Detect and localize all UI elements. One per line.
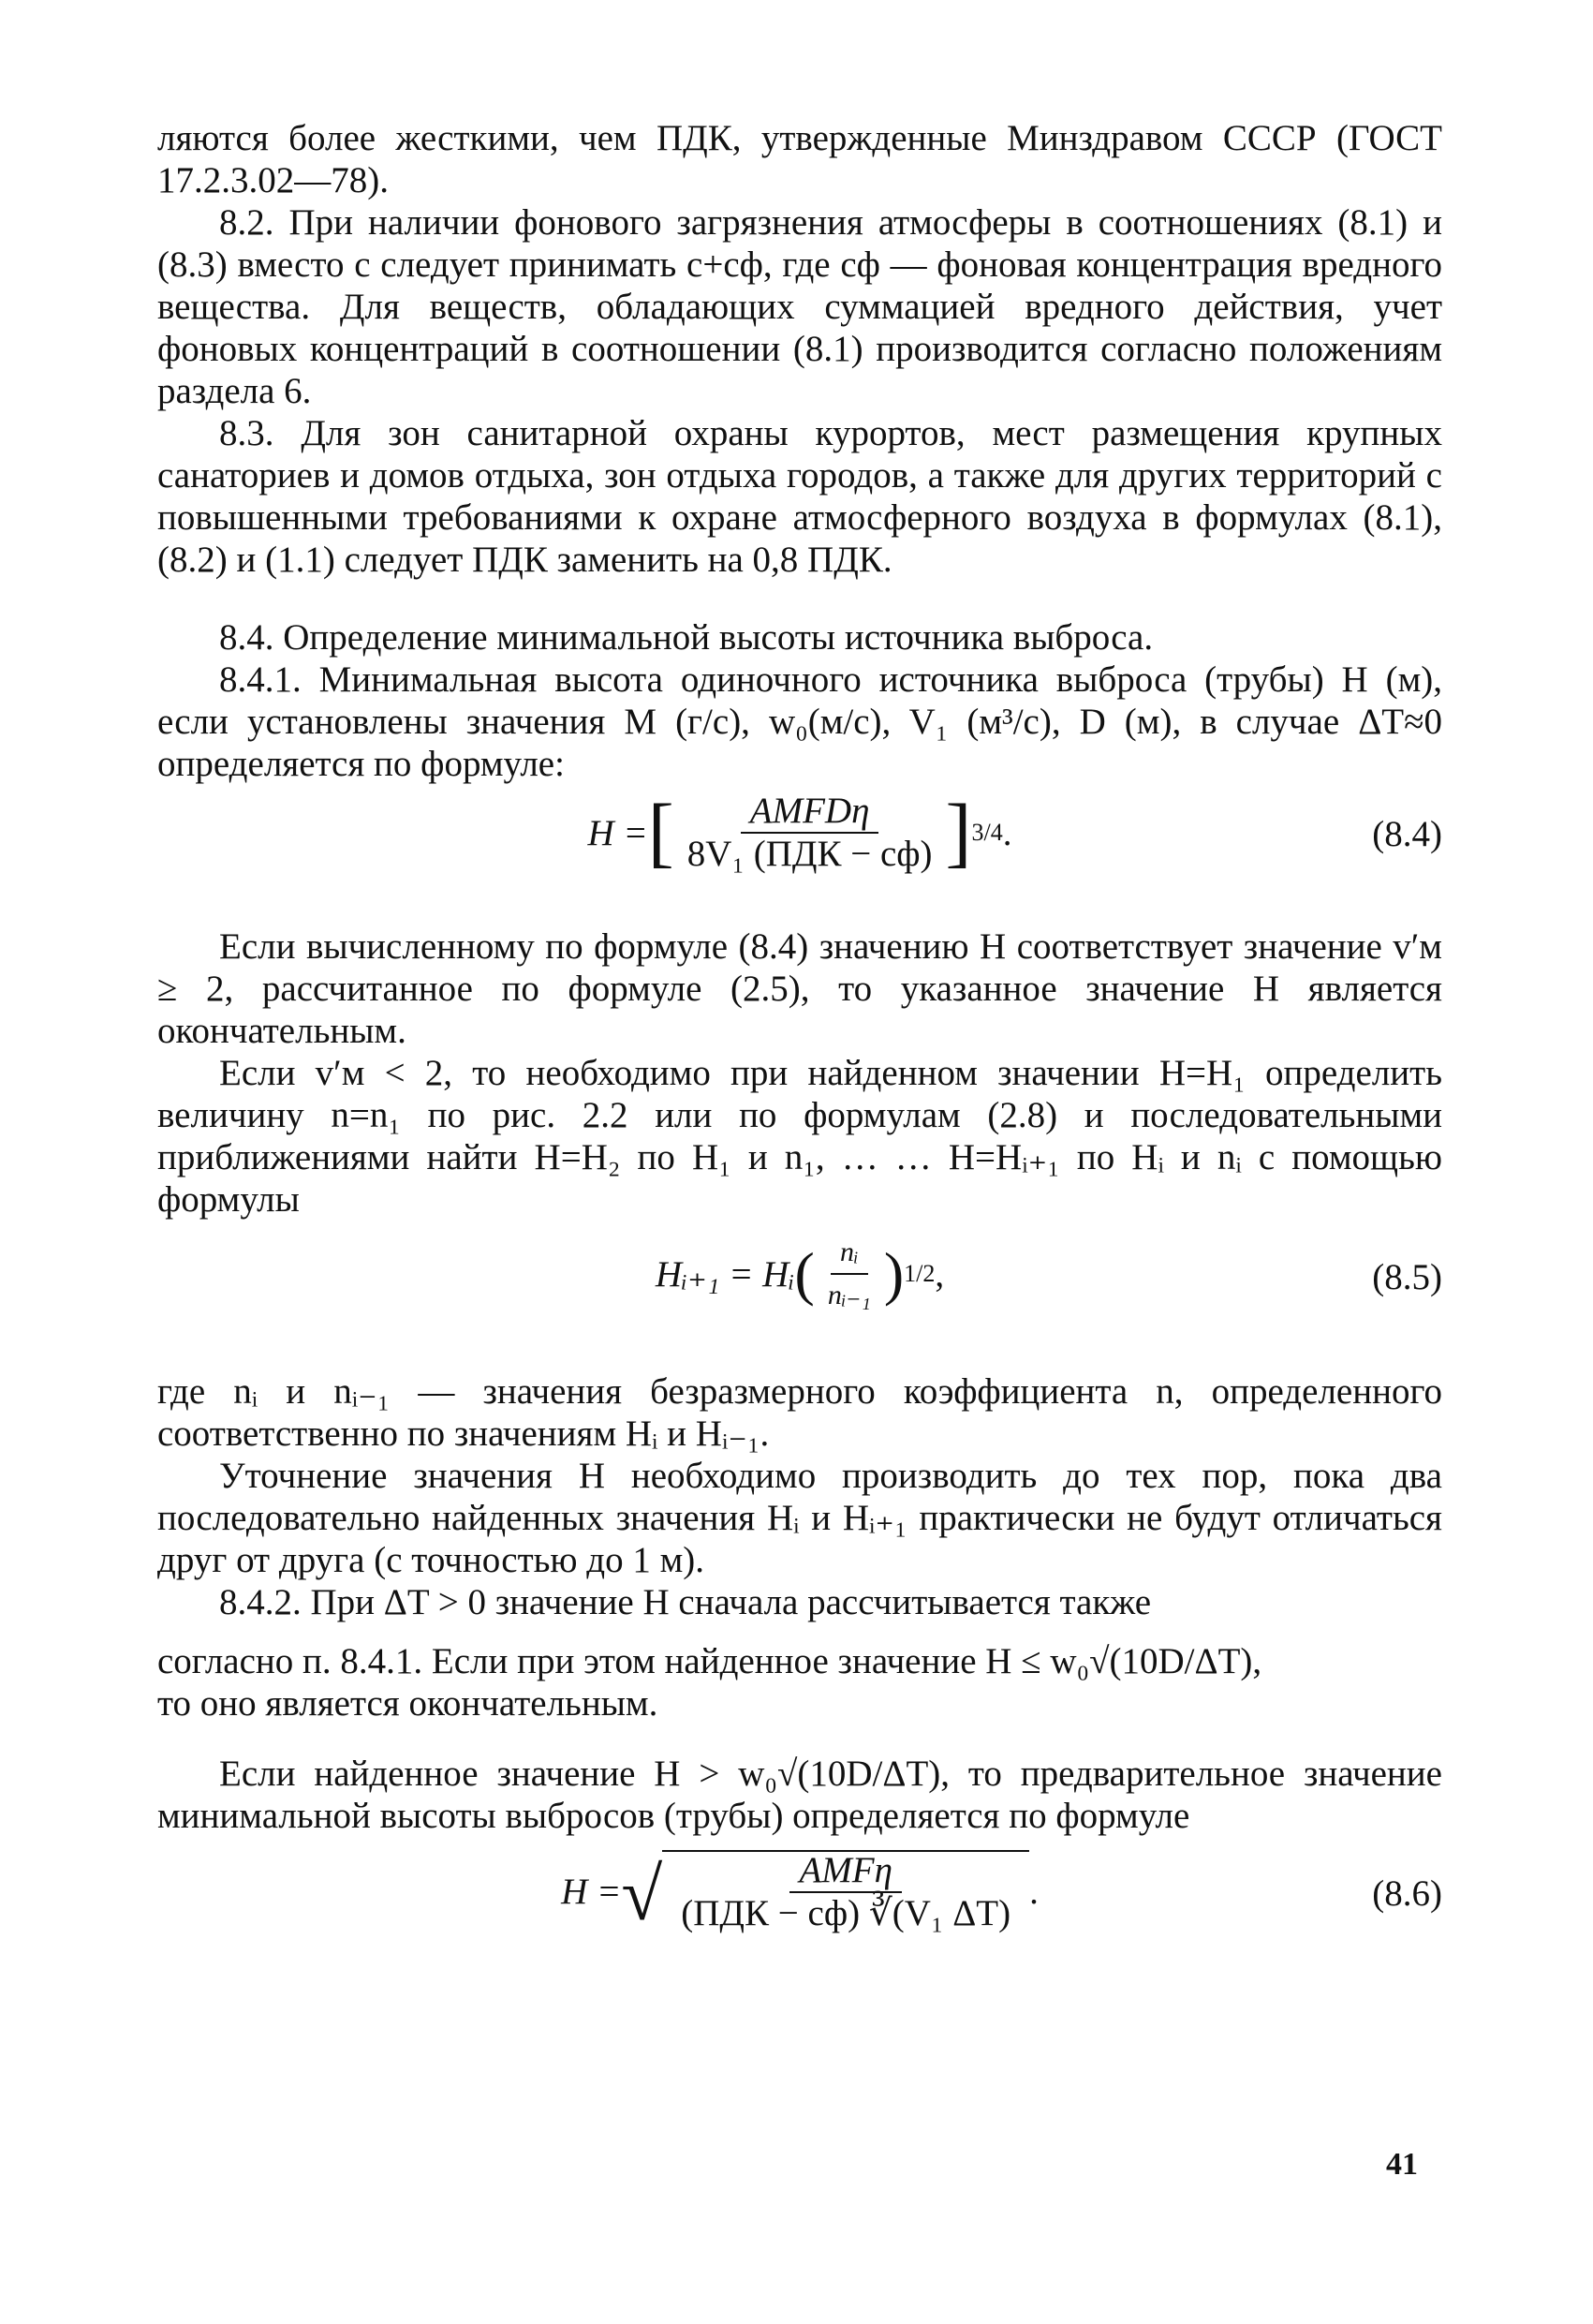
formula-8-4-fraction	[678, 792, 942, 873]
paragraph-continuation: ляются более жесткими, чем ПДК, утвержденные Минздравом СССР (ГОСТ 17.2.3.02—78).	[157, 118, 1442, 200]
formula-8-4-right-bracket: ]	[945, 789, 972, 876]
formula-8-6-numerator: AMFη	[789, 1852, 901, 1893]
paragraph-8-4-1: 8.4.1. Минимальная высота одиночного источника выброса (трубы) H (м), если установлены значения M (г/с), w₀(м/с), V₁ (м³/с), D (м), в случае ΔT≈0 определяется по формуле:	[157, 659, 1442, 784]
formula-8-5-number: (8.5)	[1372, 1257, 1442, 1297]
formula-8-4-number: (8.4)	[1372, 814, 1442, 854]
document-page	[157, 117, 1442, 1949]
formula-8-4-numerator: AMFDη	[741, 792, 879, 834]
formula-8-4-left-bracket: [	[647, 789, 674, 876]
formula-8-5-right-paren: )	[883, 1240, 905, 1307]
paragraph-check-v: Если вычисленному по формуле (8.4) значению H соответствует значение v′м ≥ 2, рассчитанное по формуле (2.5), то указанное значение H является окончательным.	[157, 926, 1442, 1051]
formula-8-5-numerator: nᵢ	[831, 1234, 868, 1275]
formula-8-6-denominator: (ПДК − cф) ∛(V₁ ΔT)	[681, 1893, 1011, 1933]
formula-8-5-fraction	[819, 1234, 880, 1314]
page-number: 41	[1386, 2147, 1418, 2182]
formula-8-5-exponent: 1/2	[904, 1260, 936, 1287]
paragraph-8-3: 8.3. Для зон санитарной охраны курортов, мест размещения крупных санаториев и домов отдыха, зон отдыха городов, а также для других территорий с повышенными требованиями к охране атмосферного воздуха в формулах (8.1), (8.2) и (1.1) следует ПДК заменить на 0,8 ПДК.	[157, 413, 1442, 580]
formula-8-5-left-paren: (	[794, 1240, 815, 1307]
formula-8-4-exponent: 3/4	[971, 819, 1003, 846]
formula-8-6-lhs: H =	[561, 1871, 622, 1912]
formula-8-5-denominator: nᵢ₋₁	[827, 1280, 871, 1310]
formula-8-6: H = √ $\frac{\text{AMFη}}{\text{(ПДК − cф) ∛(V₁ ΔT)}}$ . (8.6)	[561, 1850, 1442, 1936]
section-heading-8-4: 8.4. Определение минимальной высоты источника выброса.	[219, 617, 1154, 658]
paragraph-refinement: Уточнение значения H необходимо производить до тех пор, пока два последовательно найденных значения Hᵢ и Hᵢ₊₁ практически не будут отличаться друг от друга (с точностью до 1 м).	[157, 1456, 1442, 1580]
paragraph-8-2: 8.2. При наличии фонового загрязнения атмосферы в соотношениях (8.1) и (8.3) вместо c следует принимать c+cф, где cф — фоновая концентрация вредного вещества. Для веществ, обладающих суммацией вредного действия, учет фоновых концентраций в соотношении (8.1) производится согласно положениям раздела 6.	[157, 202, 1442, 411]
paragraph-where-n: где nᵢ и nᵢ₋₁ — значения безразмерного коэффициента n, определенного соответственно по значениям Hᵢ и Hᵢ₋₁.	[157, 1371, 1442, 1454]
paragraph-condition-gt: Если найденное значение H > w₀√(10D/ΔT), то предварительное значение минимальной высоты выбросов (трубы) определяется по формуле	[157, 1754, 1442, 1836]
formula-8-4-lhs: H =	[587, 812, 648, 853]
paragraph-8-4-2: 8.4.2. При ΔT > 0 значение H сначала рассчитывается также	[219, 1582, 1152, 1622]
radical-sign-icon: √	[621, 1854, 663, 1936]
formula-8-6-fraction	[671, 1852, 1020, 1932]
formula-8-5: Hᵢ₊₁ = Hᵢ ( $\frac{\text{nᵢ}}{\text{nᵢ₋₁}}$ ) 1/2 , (8.5)	[157, 1221, 1442, 1333]
formula-8-6-number: (8.6)	[1372, 1873, 1442, 1914]
formula-8-6-sqrt	[621, 1850, 1029, 1936]
paragraph-condition-le: согласно п. 8.4.1. Если при этом найденное значение H ≤ w₀√(10D/ΔT),	[157, 1641, 1262, 1681]
formula-8-4: H = [ $\frac{\text{AMFDη}}{\text{8V₁ (ПДК − cф)}}$ ] 3/4 . (8.4)	[587, 789, 1442, 876]
paragraph-final: то оно является окончательным.	[157, 1683, 658, 1724]
paragraph-iteration: Если v′м < 2, то необходимо при найденном значении H=H₁ определить величину n=n₁ по рис. 2.2 или по формулам (2.8) и последовательными приближениями найти H=H₂ по H₁ и n₁, … … H=Hᵢ₊₁ по Hᵢ и nᵢ с помощью формулы	[157, 1053, 1442, 1220]
formula-8-4-denominator: 8V₁ (ПДК − cф)	[686, 834, 933, 874]
formula-8-5-lhs: Hᵢ₊₁ = Hᵢ	[655, 1253, 795, 1295]
